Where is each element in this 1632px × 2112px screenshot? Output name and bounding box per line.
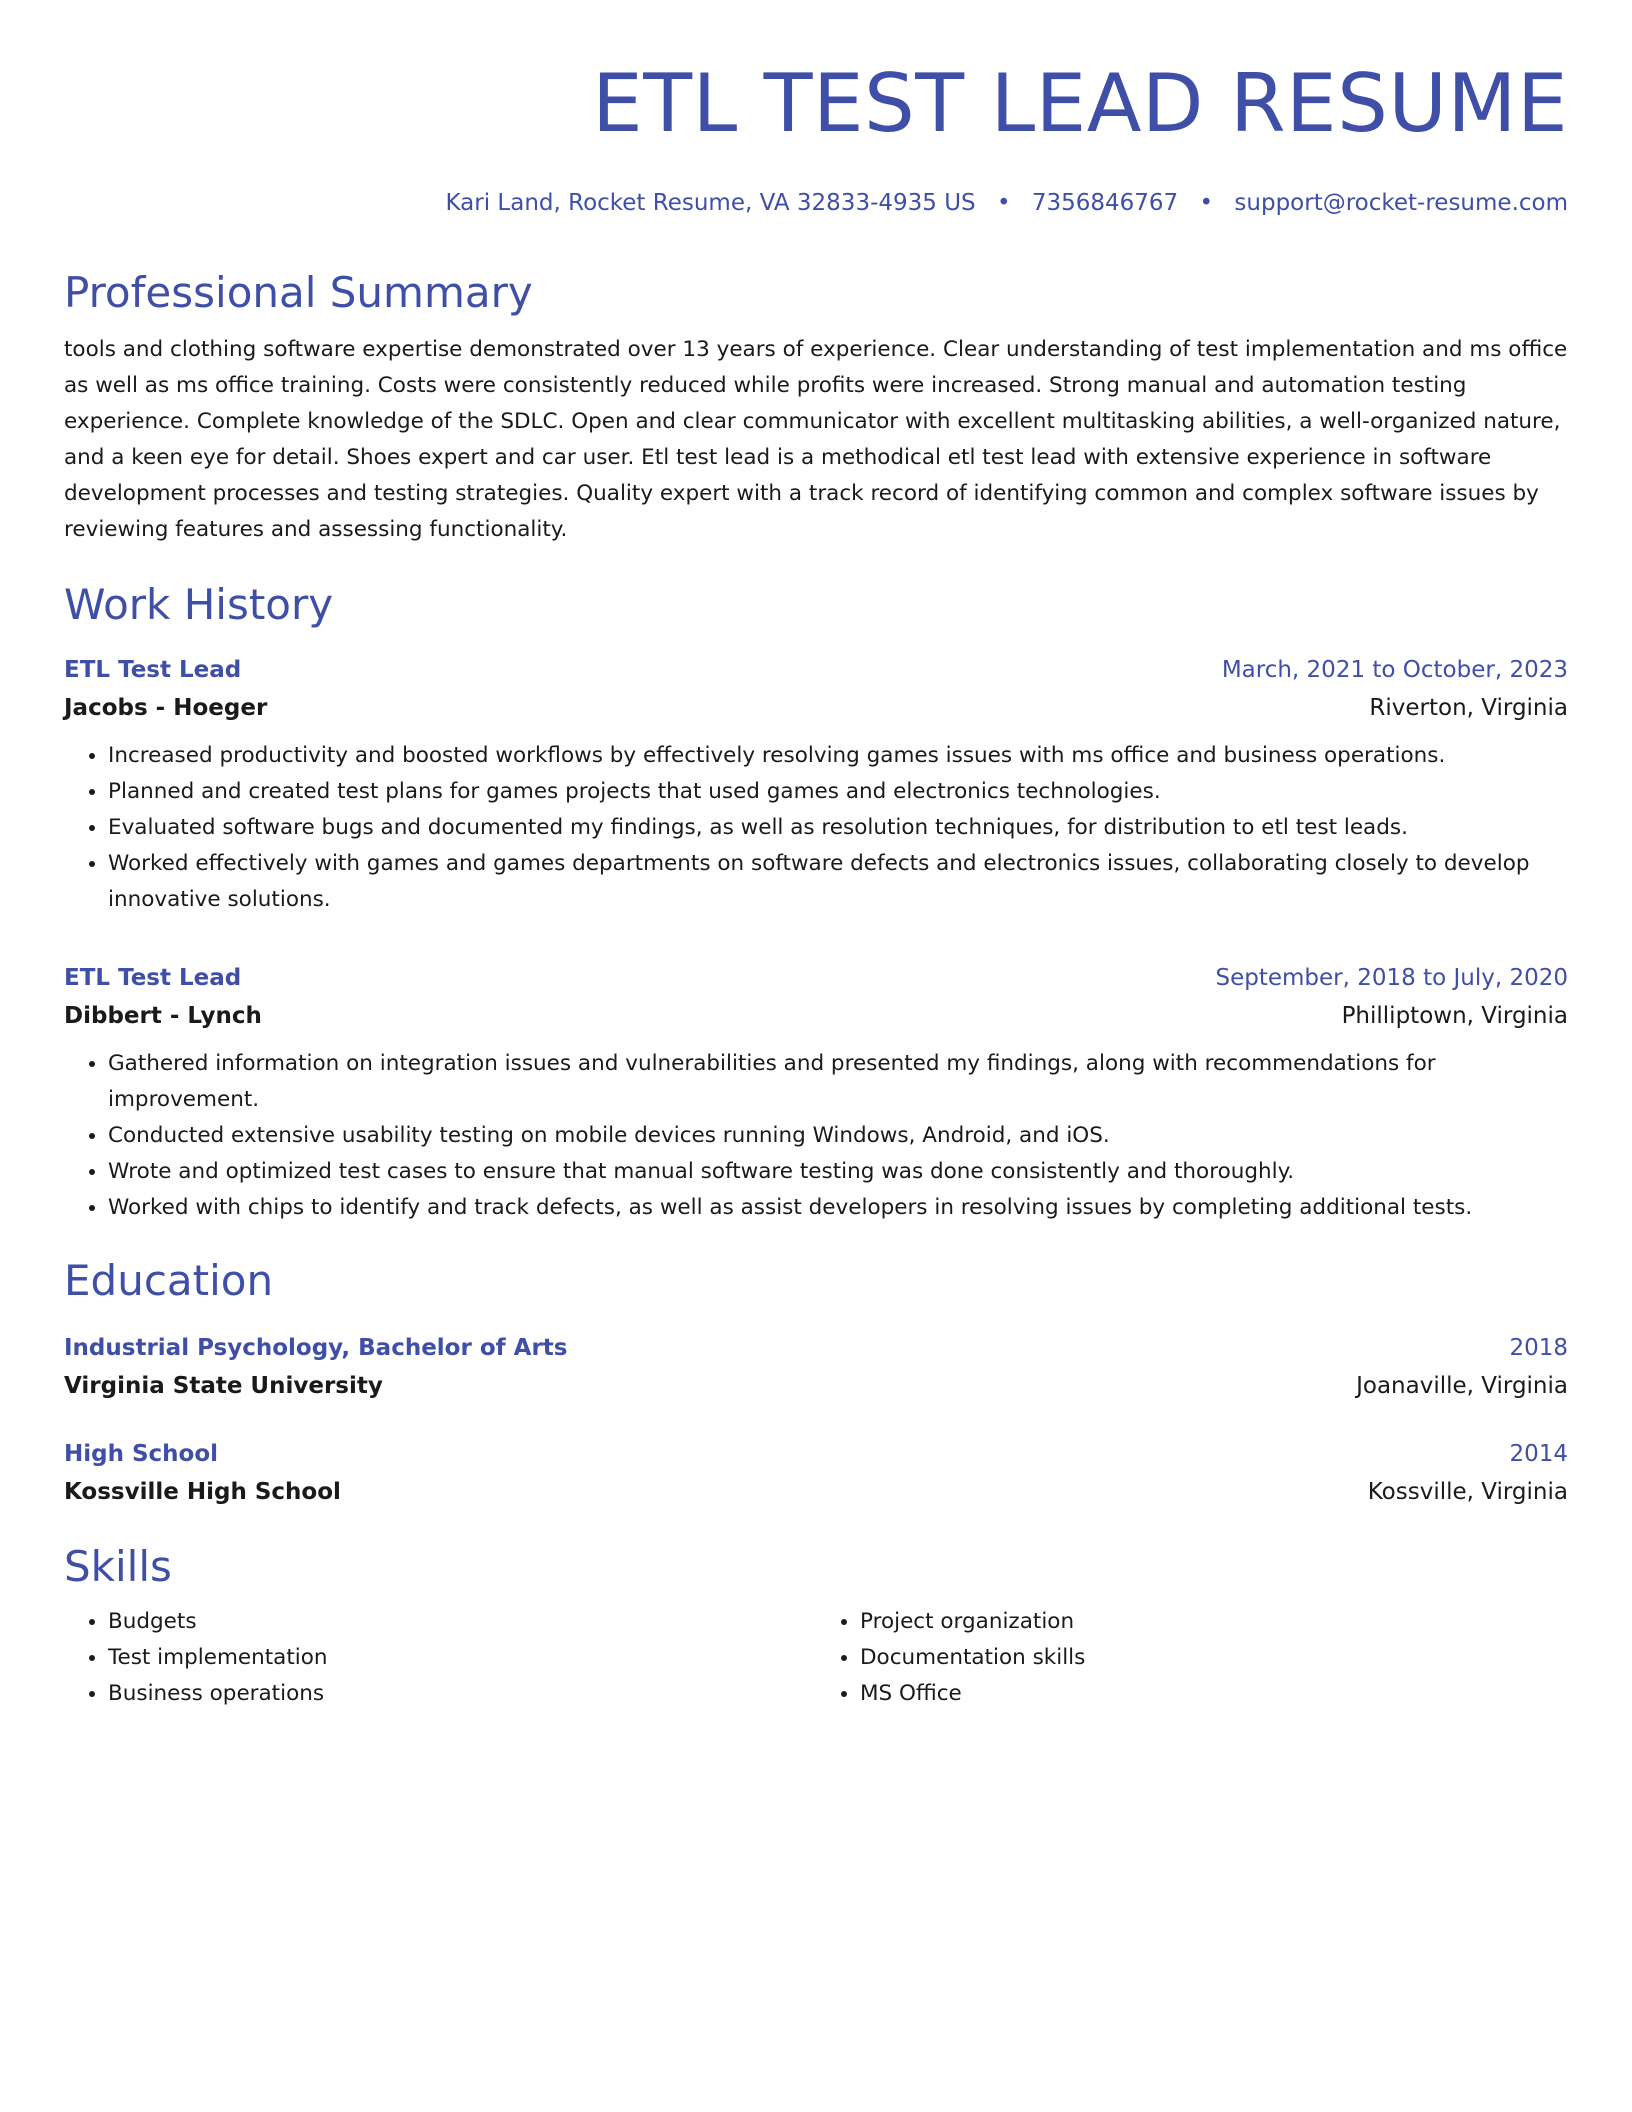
summary-text: tools and clothing software expertise demonstrated over 13 years of experience. Clear understanding of test implementation and ms office as well as ms office training. Costs were consistently reduced while profits were increased. Strong manual and automation testing experience. Complete knowledge of the SDLC. Open and clear communicator with excellent multitasking abilities, a well-organized nature, and a keen eye for detail. Shoes expert and car user. Etl test lead is a methodical etl test lead with extensive experience in software development processes and testing strategies. Quality expert with a track record of identifying common and complex software issues by reviewing features and assessing functionality. (64, 337, 1568, 542)
job-location: Philliptown, Virginia (1341, 1003, 1568, 1029)
job-bullets (64, 738, 1568, 918)
education-degree: High School (64, 1441, 219, 1467)
skill-item: • Budgets (108, 1604, 816, 1640)
skill-item: • Project organization (860, 1604, 1568, 1640)
job-bullet: • Evaluated software bugs and documented my findings, as well as resolution techniques, for distribution to etl test leads. (108, 810, 1568, 846)
job-dates: September, 2018 to July, 2020 (1215, 965, 1568, 991)
job-title: ETL Test Lead (64, 965, 242, 991)
education-location: Joanaville, Virginia (1356, 1373, 1568, 1399)
education-degree: Industrial Psychology, Bachelor of Arts (64, 1335, 568, 1361)
job-bullet: • Increased productivity and boosted workflows by effectively resolving games issues with ms office and business operations. (108, 738, 1568, 774)
job-bullet: • Planned and created test plans for games projects that used games and electronics technologies. (108, 774, 1568, 810)
skills-heading: Skills (64, 1542, 172, 1591)
resume-page (64, 0, 1568, 1712)
education-year: 2014 (1509, 1441, 1568, 1467)
education-year: 2018 (1509, 1335, 1568, 1361)
education-heading: Education (64, 1256, 274, 1305)
contact-phone: 7356846767 (1031, 190, 1179, 216)
job-company: Dibbert - Lynch (64, 1003, 262, 1029)
job-entry (64, 960, 1568, 1226)
skill-item: • MS Office (860, 1676, 1568, 1712)
job-bullet: • Conducted extensive usability testing on mobile devices running Windows, Android, and iOS. (108, 1118, 1568, 1154)
job-bullet: • Worked with chips to identify and track defects, as well as assist developers in resolving issues by completing additional tests. (108, 1190, 1568, 1226)
job-bullet: • Gathered information on integration issues and vulnerabilities and presented my findings, along with recommendations for improvement. (108, 1046, 1568, 1118)
education-location: Kossville, Virginia (1367, 1479, 1568, 1505)
contact-email: support@rocket-resume.com (1234, 190, 1568, 216)
skill-item: • Business operations (108, 1676, 816, 1712)
job-bullets (64, 1046, 1568, 1226)
job-dates: March, 2021 to October, 2023 (1221, 657, 1568, 683)
skills-column-right (816, 1604, 1568, 1712)
skills-column-left (64, 1604, 816, 1712)
education-school: Kossville High School (64, 1479, 341, 1505)
education-school: Virginia State University (64, 1373, 383, 1399)
contact-address: Kari Land, Rocket Resume, VA 32833-4935 US (445, 190, 976, 216)
education-entry (64, 1330, 1568, 1406)
skill-item: • Test implementation (108, 1640, 816, 1676)
education-entry (64, 1436, 1568, 1512)
separator-dot: • (1199, 190, 1214, 216)
contact-line (64, 188, 1568, 218)
job-bullet: • Wrote and optimized test cases to ensure that manual software testing was done consistently and thoroughly. (108, 1154, 1568, 1190)
job-company: Jacobs - Hoeger (64, 695, 268, 721)
skill-item: • Documentation skills (860, 1640, 1568, 1676)
job-entry (64, 652, 1568, 918)
job-bullet: • Worked effectively with games and games departments on software defects and electronics issues, collaborating closely to develop innovative solutions. (108, 846, 1568, 918)
summary-heading: Professional Summary (64, 268, 533, 317)
work-history-heading: Work History (64, 580, 334, 629)
job-location: Riverton, Virginia (1369, 695, 1568, 721)
separator-dot: • (996, 190, 1011, 216)
skills-list (64, 1604, 1568, 1712)
resume-title: ETL TEST LEAD RESUME (592, 57, 1568, 150)
job-title: ETL Test Lead (64, 657, 242, 683)
